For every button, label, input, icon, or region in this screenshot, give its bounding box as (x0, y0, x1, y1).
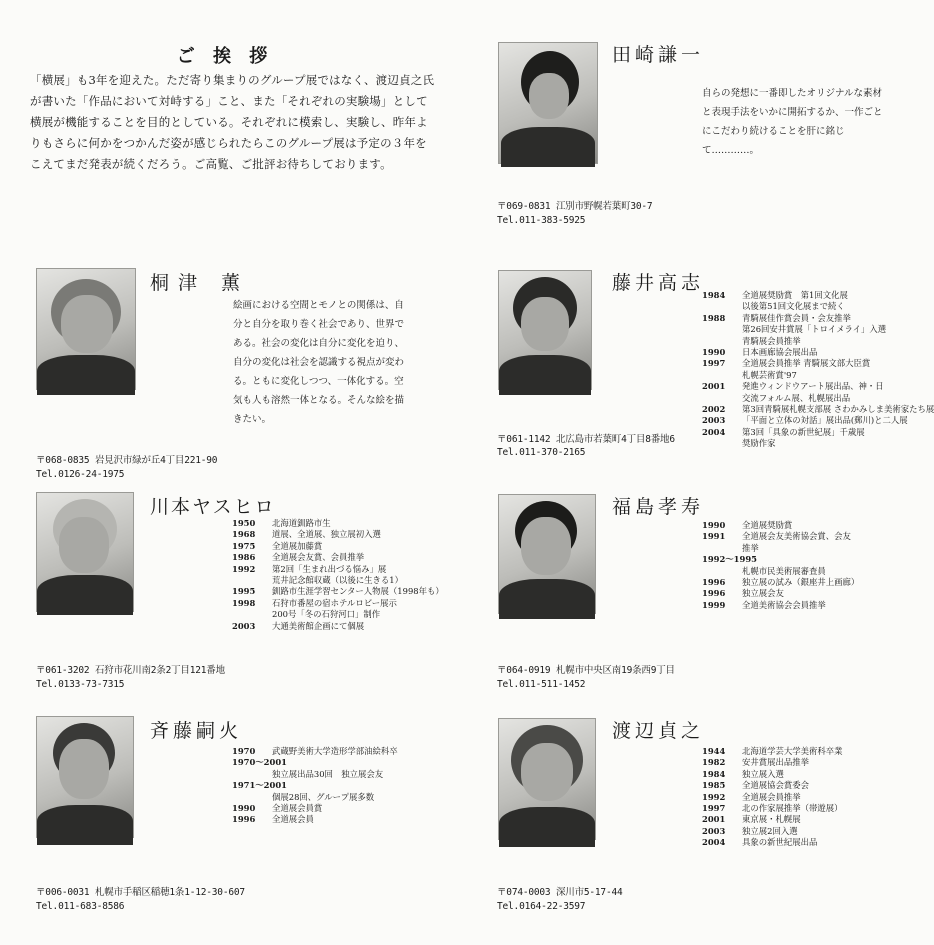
timeline-year: 1988 (702, 312, 726, 323)
artist-address-tasaki: 〒069-0831 江別市野幌若葉町30-7 (497, 201, 653, 212)
greeting-title: ご 挨 拶 (176, 46, 274, 67)
timeline-text: 全道展会員 (272, 814, 314, 825)
timeline-text: 第3回「具象の新世紀展」千歳展 (742, 426, 865, 437)
timeline-row (702, 543, 859, 554)
timeline-text: 独立展2回入選 (742, 825, 798, 836)
timeline-text: 釧路市生涯学習センター人物展（1998年も） (272, 586, 444, 597)
timeline-year: 2003 (702, 825, 726, 836)
artist-tel-saito: Tel.011-683-8586 (36, 901, 125, 912)
timeline-text: 北海道学芸大学美術科卒業 (742, 746, 843, 756)
greeting-body: 「横展」も3年を迎えた。ただ寄り集まりのグループ展ではなく、渡辺貞之氏が書いた「作品において対峙する」こと、また「それぞれの実験場」として横展が機能することを目的としている。それぞれに模索し、実験し、昨年よりもさらに何かをつかんだ姿が感じられたらこのグループ展は予定の３年をこえてまだ発表が続くだろう。ご高覧、ご批評お待ちしております。 (30, 73, 435, 171)
timeline-row (232, 621, 444, 632)
timeline-year: 1985 (702, 780, 726, 791)
timeline-text: 具象の新世紀展出品 (742, 837, 818, 848)
timeline-year (232, 575, 272, 586)
timeline-year: 1984 (702, 768, 726, 779)
timeline-year: 1970～2001 (232, 757, 287, 768)
artist-timeline-fujii (702, 290, 934, 450)
timeline-row (702, 837, 843, 848)
timeline-year (702, 543, 742, 554)
timeline-row (702, 358, 934, 369)
timeline-row (702, 427, 934, 438)
timeline-year: 1992 (702, 791, 726, 802)
timeline-year: 1968 (232, 529, 256, 540)
timeline-text: 安井賞展出品推挙 (742, 757, 809, 768)
timeline-row (702, 393, 934, 404)
timeline-year: 1992 (232, 563, 256, 574)
timeline-text: 日本画廊協会展出品 (742, 347, 818, 358)
timeline-year (232, 769, 272, 780)
timeline-text: 全道展会友美術協会賞、会友 (742, 531, 851, 542)
artist-photo-fukushima (498, 494, 596, 614)
timeline-row (702, 313, 934, 324)
timeline-year (702, 301, 742, 312)
timeline-text: 独立展入選 (742, 768, 784, 779)
artist-tel-watanabe: Tel.0164-22-3597 (497, 901, 586, 912)
artist-name-watanabe: 渡辺貞之 (612, 720, 705, 742)
timeline-text: 札幌市民美術展審査員 (742, 565, 826, 576)
artist-address-saito: 〒006-0031 札幌市手稲区稲穂1条1-12-30-607 (36, 887, 245, 898)
timeline-year (702, 566, 742, 577)
timeline-row (702, 780, 843, 791)
artist-statement-tasaki: 自らの発想に一番即したオリジナルな素材と表現手法をいかに開拓するか、一作ごとにこだわり続けることを肝に銘じて…………。 (702, 88, 883, 156)
timeline-text: 奨励作家 (742, 438, 776, 449)
artist-address-kiritsu: 〒068-0835 岩見沢市緑が丘4丁目221-90 (36, 455, 218, 466)
timeline-row (702, 757, 843, 768)
timeline-year: 1970 (232, 746, 256, 756)
timeline-year (702, 438, 742, 449)
timeline-text: 以後第51回文化展まで続く (742, 301, 845, 312)
timeline-year: 1984 (702, 290, 726, 300)
timeline-text: 第26回安井賞展「トロイメライ」入選 (742, 324, 887, 335)
timeline-year (702, 324, 742, 335)
timeline-row (702, 566, 859, 577)
timeline-year (702, 336, 742, 347)
artist-photo-fujii (498, 270, 592, 390)
timeline-text: 全道美術協会会員推挙 (742, 599, 826, 610)
timeline-year: 2003 (702, 415, 726, 426)
timeline-text: 全道展会友賞、会員推挙 (272, 552, 365, 563)
timeline-text: 独立展出品30回 独立展会友 (272, 768, 384, 779)
timeline-year (232, 609, 272, 620)
timeline-year: 2003 (232, 620, 256, 631)
timeline-row (702, 769, 843, 780)
artist-tel-kawamoto: Tel.0133-73-7315 (36, 679, 125, 690)
timeline-row (232, 575, 444, 586)
timeline-year: 1982 (702, 757, 726, 768)
timeline-text: 全道展会員推挙 青騎展文部大臣賞 (742, 358, 871, 369)
timeline-year: 1990 (702, 520, 726, 530)
timeline-year: 1992～1995 (702, 554, 757, 565)
timeline-year: 1996 (702, 588, 726, 599)
timeline-text: 青騎展会員推挙 (742, 335, 801, 346)
timeline-year: 1986 (232, 552, 256, 563)
timeline-year: 2002 (702, 404, 726, 415)
timeline-text: 発進ウィンドウアート展出品、神・日 (742, 381, 884, 392)
artist-name-kiritsu: 桐津 薫 (150, 272, 250, 294)
timeline-text: 「平面と立体の対話」展出品(郵川)と二人展 (742, 415, 908, 426)
timeline-text: 全道展奨励賞 第1回文化展 (742, 290, 848, 300)
timeline-row (232, 541, 444, 552)
timeline-text: 交流フォルム展、札幌展出品 (742, 392, 851, 403)
artist-name-tasaki: 田崎謙一 (612, 44, 705, 66)
timeline-row (702, 531, 859, 542)
artist-name-fujii: 藤井高志 (612, 272, 705, 294)
timeline-text: 北の作家展推挙（帯遊展） (742, 803, 843, 814)
timeline-row (232, 586, 444, 597)
timeline-text: 全道展会員推挙 (742, 791, 801, 802)
artist-photo-watanabe (498, 718, 596, 840)
timeline-row (232, 792, 398, 803)
timeline-year: 1944 (702, 746, 726, 756)
artist-tel-fukushima: Tel.011-511-1452 (497, 679, 586, 690)
timeline-text: 北海道釧路市生 (272, 518, 331, 528)
timeline-row (702, 347, 934, 358)
timeline-year: 1999 (702, 599, 726, 610)
timeline-year: 1950 (232, 518, 256, 528)
timeline-row (702, 370, 934, 381)
timeline-row (232, 564, 444, 575)
timeline-text: 独立展会友 (742, 588, 784, 599)
artist-photo-kiritsu (36, 268, 136, 390)
timeline-row (702, 588, 859, 599)
timeline-row (232, 769, 398, 780)
artist-photo-saito (36, 716, 134, 838)
timeline-text: 全道展協会賞委会 (742, 780, 809, 791)
artist-tel-tasaki: Tel.011-383-5925 (497, 215, 586, 226)
artist-address-fukushima: 〒064-0919 札幌市中央区南19条西9丁目 (497, 665, 675, 676)
timeline-row (232, 803, 398, 814)
timeline-row (702, 814, 843, 825)
timeline-text: 荒井記念館収蔵（以後に生きる1） (272, 575, 403, 586)
timeline-row (702, 301, 934, 312)
timeline-year: 1997 (702, 358, 726, 369)
timeline-year: 1975 (232, 540, 256, 551)
timeline-row (232, 746, 398, 757)
timeline-row (702, 600, 859, 611)
timeline-row (702, 438, 934, 449)
timeline-row (232, 598, 444, 609)
artist-timeline-saito (232, 746, 398, 826)
artist-statement-kiritsu: 絵画における空間とモノとの関係は、自分と自分を取り巻く社会であり、世界である。社会の変化は自分に変化を迫り、自分の変化は社会を認識する視点が変わる。ともに変化しつつ、一体化する。空気も人も溶然一体となる。そんな絵を描きたい。 (233, 300, 405, 425)
timeline-year: 1996 (232, 814, 256, 825)
artist-address-kawamoto: 〒061-3202 石狩市花川南2条2丁目121番地 (36, 665, 225, 676)
artist-tel-kiritsu: Tel.0126-24-1975 (36, 469, 125, 480)
timeline-text: 石狩市番屋の宿ホテルロビー展示 (272, 597, 397, 608)
timeline-text: 第3回青騎展札幌支部展 さわかみしま美術家たち展 (742, 404, 934, 415)
timeline-row (702, 826, 843, 837)
timeline-year: 2001 (702, 814, 726, 825)
artist-timeline-fukushima (702, 520, 859, 611)
timeline-year: 1995 (232, 586, 256, 597)
timeline-text: 青騎展佳作賞会員・会友推挙 (742, 312, 851, 323)
timeline-year: 1996 (702, 577, 726, 588)
timeline-row (702, 336, 934, 347)
artist-tel-fujii: Tel.011-370-2165 (497, 447, 586, 458)
timeline-year (232, 792, 272, 803)
timeline-year (702, 370, 742, 381)
timeline-text: 武蔵野美術大学造形学部油絵科卒 (272, 746, 398, 756)
timeline-row (232, 757, 398, 768)
timeline-row (702, 792, 843, 803)
artist-timeline-watanabe (702, 746, 843, 849)
artist-name-saito: 斉藤嗣火 (150, 720, 243, 742)
timeline-row (232, 814, 398, 825)
timeline-year: 1990 (232, 803, 256, 814)
artist-name-fukushima: 福島孝寿 (612, 496, 705, 518)
timeline-text: 全道展奨励賞 (742, 520, 793, 530)
timeline-text: 道展、全道展、独立展初入選 (272, 529, 381, 540)
timeline-year: 2004 (702, 837, 726, 848)
timeline-row (702, 324, 934, 335)
timeline-text: 札幌芸術賞'97 (742, 369, 797, 380)
timeline-year: 1990 (702, 347, 726, 358)
timeline-text: 推挙 (742, 542, 759, 553)
timeline-row (702, 415, 934, 426)
timeline-year (702, 393, 742, 404)
timeline-text: 200号「冬の石狩河口」制作 (272, 609, 381, 620)
timeline-row (702, 520, 859, 531)
timeline-row (232, 609, 444, 620)
timeline-text: 大通美術館企画にて個展 (272, 620, 365, 631)
timeline-year: 1998 (232, 597, 256, 608)
timeline-text: 第2回「生まれ出づる悩み」展 (272, 563, 387, 574)
timeline-year: 1991 (702, 531, 726, 542)
timeline-year: 1997 (702, 803, 726, 814)
timeline-year: 2001 (702, 381, 726, 392)
artist-address-fujii: 〒061-1142 北広島市若葉町4丁目8番地6 (497, 434, 675, 445)
timeline-row (702, 290, 934, 301)
timeline-row (232, 552, 444, 563)
artist-address-watanabe: 〒074-0003 深川市5-17-44 (497, 887, 623, 898)
timeline-row (232, 780, 398, 791)
timeline-text: 全道展加藤賞 (272, 540, 323, 551)
timeline-text: 東京展・札幌展 (742, 814, 801, 825)
artist-name-kawamoto: 川本ヤスヒロ (150, 496, 276, 518)
timeline-text: 全道展会員賞 (272, 803, 323, 814)
timeline-row (702, 554, 859, 565)
artist-timeline-kawamoto (232, 518, 444, 632)
timeline-year: 1971～2001 (232, 780, 287, 791)
timeline-year: 2004 (702, 426, 726, 437)
timeline-text: 個展28回、グループ展多数 (272, 791, 375, 802)
timeline-row (702, 577, 859, 588)
timeline-row (232, 518, 444, 529)
timeline-row (232, 529, 444, 540)
timeline-row (702, 746, 843, 757)
artist-photo-kawamoto (36, 492, 134, 612)
artist-photo-tasaki (498, 42, 598, 164)
timeline-row (702, 803, 843, 814)
timeline-row (702, 404, 934, 415)
timeline-row (702, 381, 934, 392)
timeline-text: 独立展の試み（銀座井上画廊） (742, 577, 860, 588)
